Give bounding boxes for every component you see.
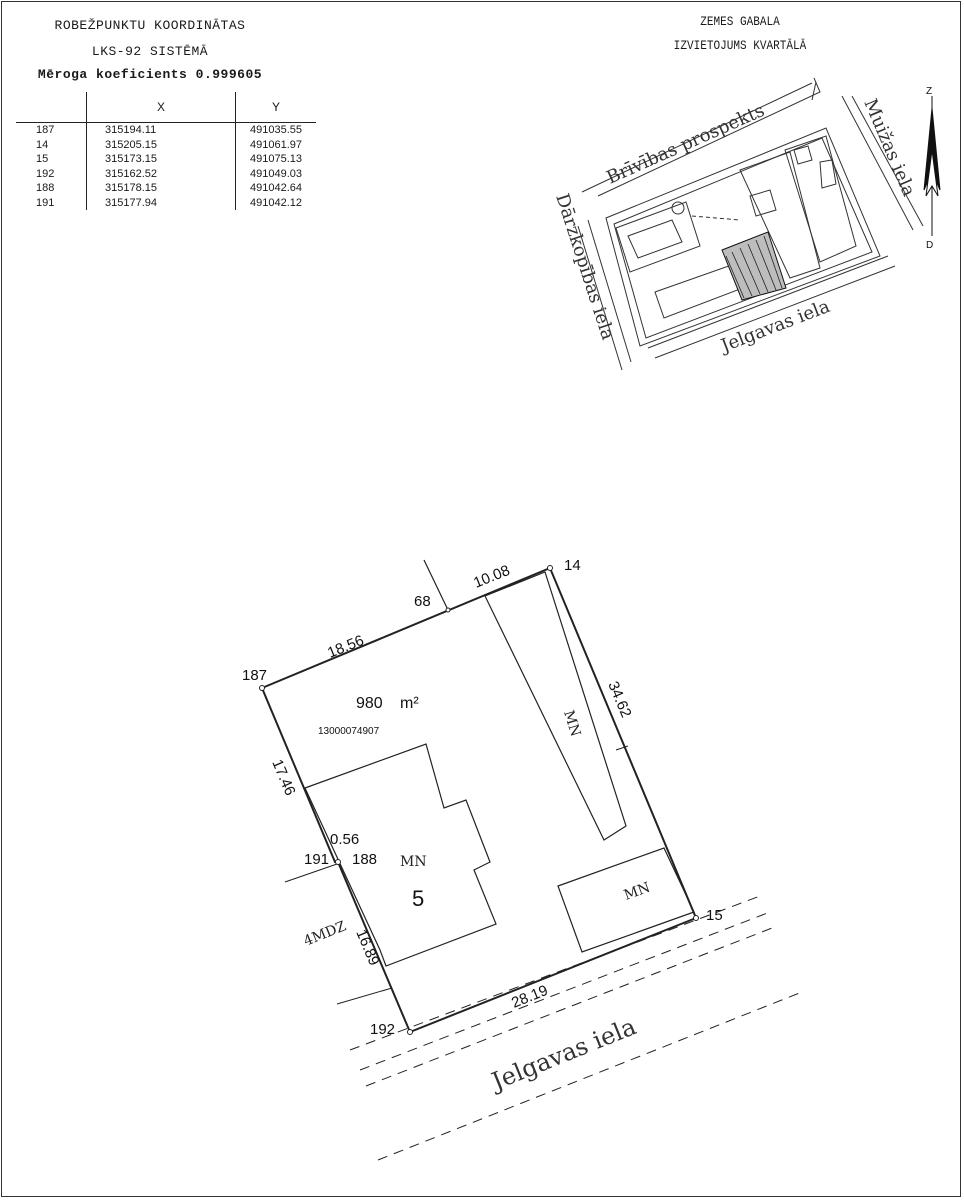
street-label-muizas: Muižas iela [859, 95, 920, 200]
row-y: 491035.55 [236, 123, 317, 138]
coordinate-system-label: LKS-92 SISTĒMĀ [91, 44, 209, 59]
highlighted-parcel [722, 232, 786, 300]
point-label-14: 14 [564, 557, 581, 574]
row-y: 491042.64 [236, 181, 317, 196]
cadastre-number: 13000074907 [318, 726, 380, 737]
point-label-188: 188 [352, 851, 378, 868]
row-x: 315177.94 [87, 196, 236, 211]
building [628, 220, 682, 258]
building-label-mn-strip: MN [560, 708, 584, 739]
neighbour-boundary [337, 988, 392, 1004]
street-label-darzkopibas: Dārzkopības iela [551, 191, 619, 343]
distance-192-191: 16.89 [352, 926, 383, 969]
distance-191-187: 17.46 [268, 756, 299, 799]
street-label-brivibas: Brīvības prospekts [603, 100, 768, 189]
tree-symbol [672, 202, 684, 214]
building-label-mn: MN [400, 854, 427, 870]
distance-187-68: 18.56 [325, 631, 367, 662]
boundary-line [692, 216, 740, 220]
row-point: 192 [36, 167, 55, 180]
parcel-area-value: 980 [356, 695, 383, 712]
point-label-68: 68 [414, 593, 431, 610]
compass-south-label: D [926, 240, 934, 251]
point-label-15: 15 [706, 907, 723, 924]
point-label-191: 191 [304, 851, 330, 868]
row-x: 315194.11 [87, 123, 236, 138]
row-y: 491075.13 [236, 152, 317, 167]
parcel-area-unit: m² [400, 695, 419, 712]
distance-68-14: 10.08 [471, 561, 513, 592]
parcel-number: 5 [412, 886, 425, 911]
parcel-boundary [262, 568, 696, 1032]
row-point: 191 [36, 196, 55, 209]
street-label-jelgavas: Jelgavas iela [487, 1012, 640, 1096]
row-point: 187 [36, 124, 55, 137]
scale-factor-label: Mēroga koeficients 0.999605 [37, 67, 263, 82]
point-label-192: 192 [370, 1021, 396, 1038]
building-outline [485, 572, 626, 840]
street-edge [812, 82, 816, 100]
point-label-187: 187 [242, 667, 268, 684]
distance-15-192: 28.19 [509, 981, 551, 1012]
row-y: 491061.97 [236, 138, 317, 153]
compass-north-label: Z [926, 86, 933, 97]
row-point: 188 [36, 182, 55, 195]
street-label-jelgavas-inset: Jelgavas iela [718, 295, 833, 357]
location-map-title: ZEMES GABALA [700, 14, 780, 29]
row-x: 315162.52 [87, 167, 236, 182]
compass [924, 96, 940, 236]
location-map-subtitle: IZVIETOJUMS KVARTĀLĀ [673, 38, 807, 53]
distance-191-188: 0.56 [330, 831, 360, 848]
building-label-mn-small: MN [621, 879, 653, 904]
row-x: 315178.15 [87, 181, 236, 196]
row-y: 491042.12 [236, 196, 317, 211]
header-x: X [87, 92, 236, 123]
distance-14-15: 34.62 [604, 678, 635, 721]
row-y: 491049.03 [236, 167, 317, 182]
row-x: 315205.15 [87, 138, 236, 153]
survey-points [260, 566, 699, 1035]
zone-label: 4MDZ [301, 918, 349, 950]
building [750, 190, 776, 216]
row-point: 15 [36, 153, 49, 166]
row-x: 315173.15 [87, 152, 236, 167]
coordinates-title: ROBEŽPUNKTU KOORDINĀTAS [54, 18, 246, 33]
header-y: Y [236, 92, 317, 123]
row-point: 14 [36, 138, 49, 151]
